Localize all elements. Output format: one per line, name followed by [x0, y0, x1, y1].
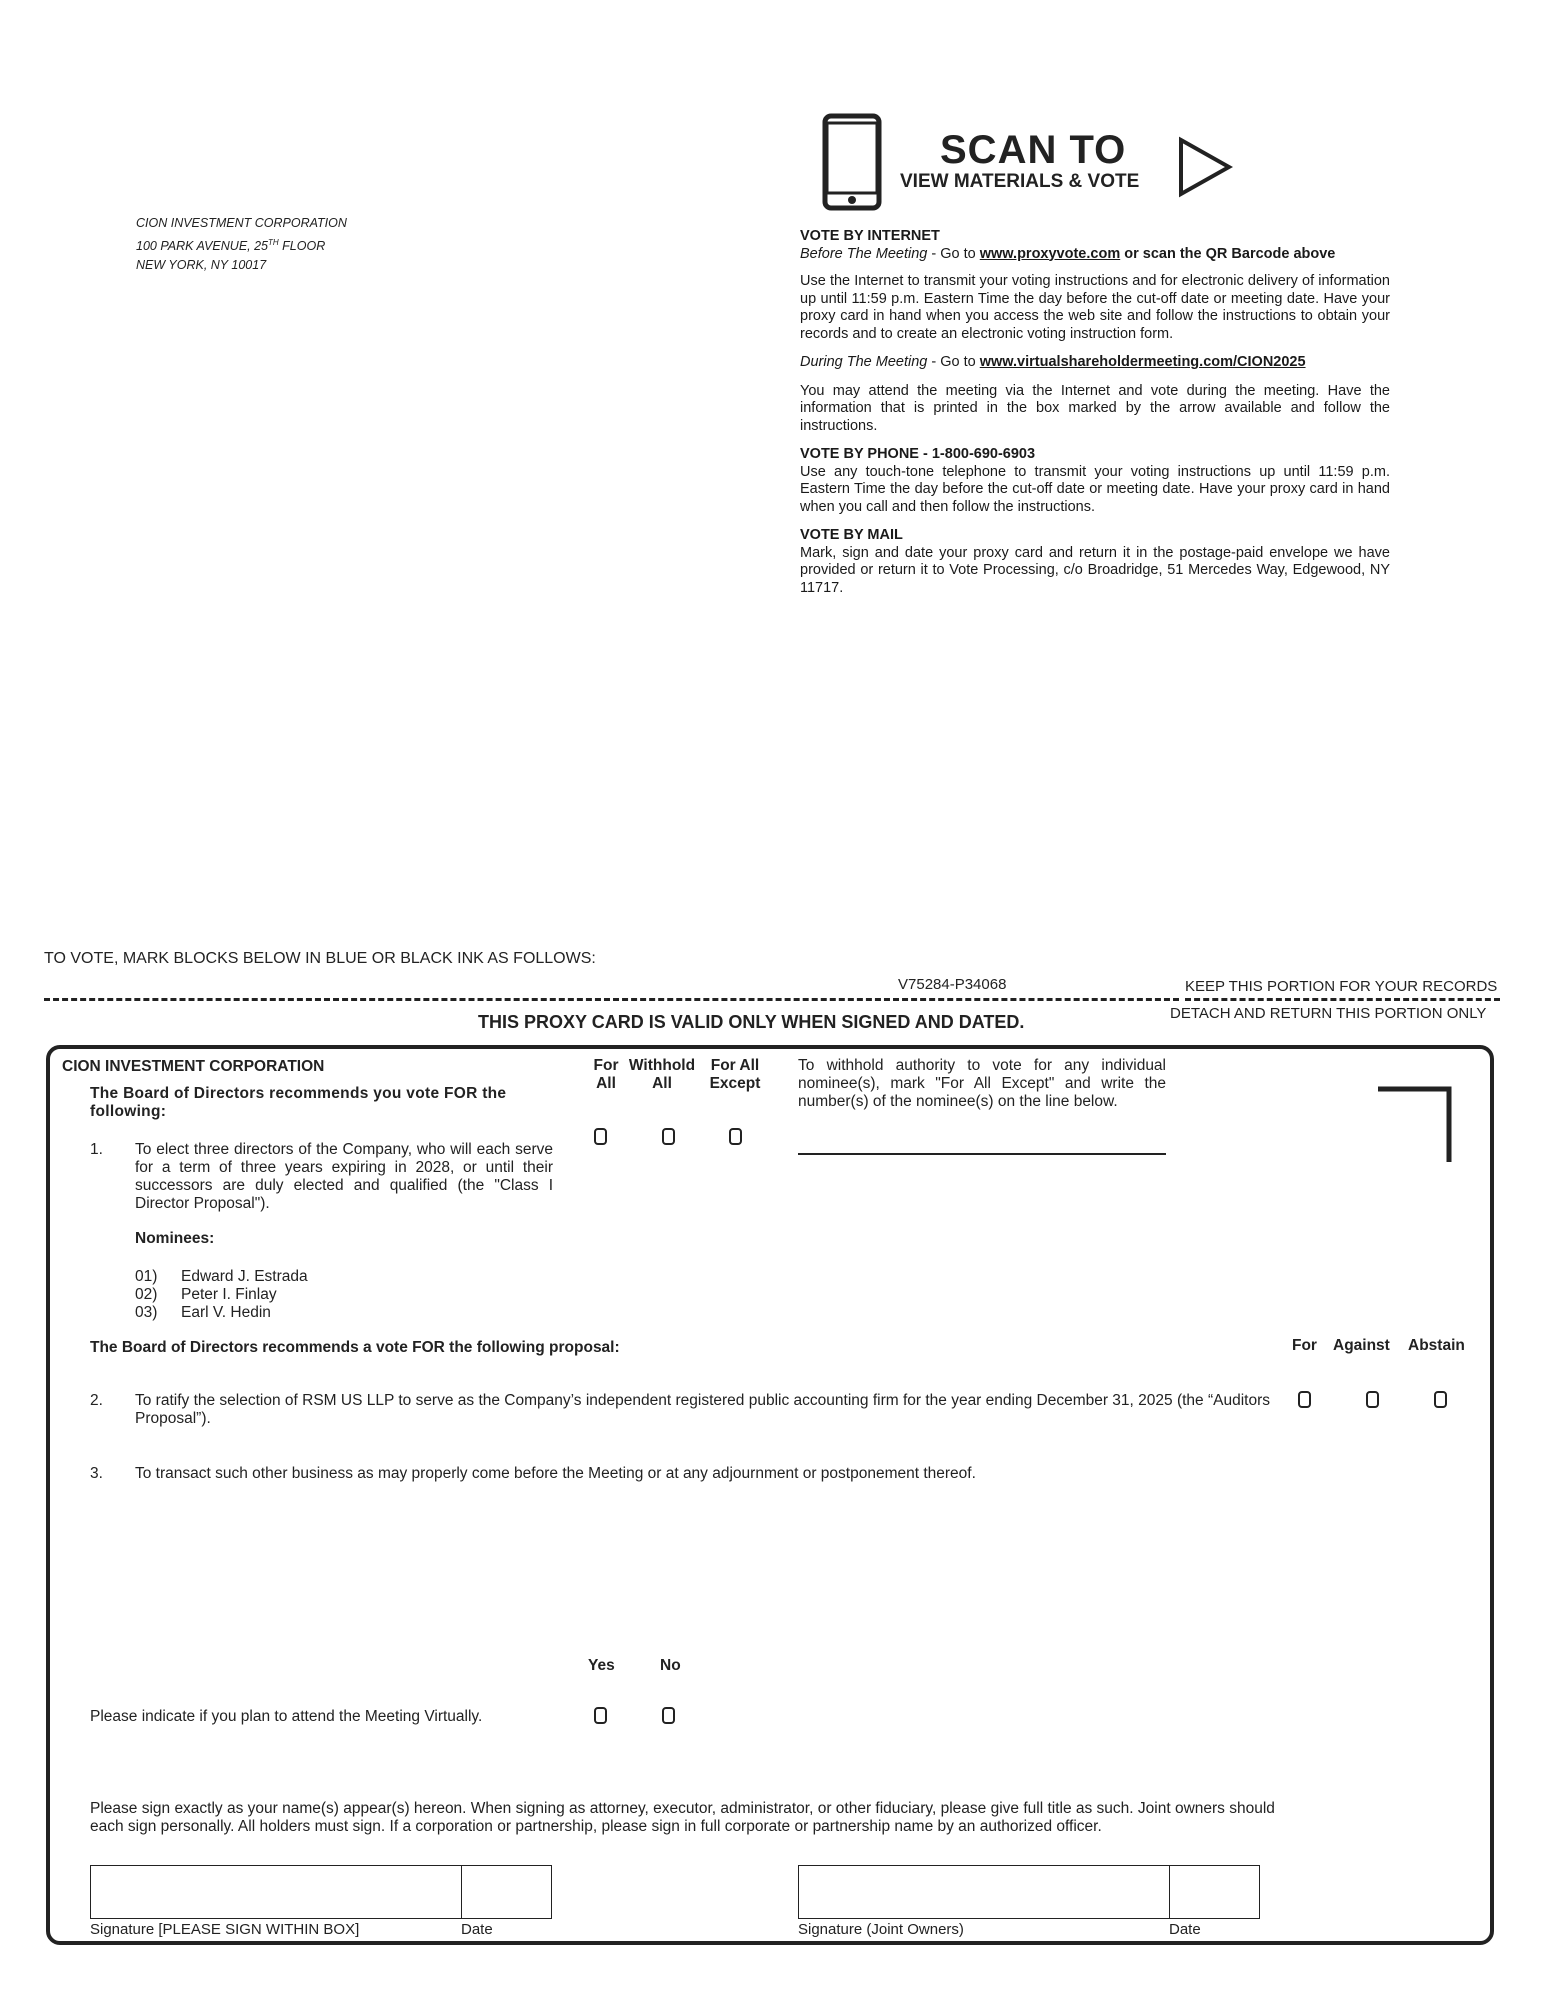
address-line2: NEW YORK, NY 10017: [136, 258, 267, 273]
vote-mail-heading: VOTE BY MAIL: [800, 527, 903, 543]
phone-icon: [822, 113, 882, 211]
detach-dashed-line: [44, 998, 1179, 1001]
checkbox-withhold-all[interactable]: [662, 1128, 675, 1145]
attend-question: Please indicate if you plan to attend the Meeting Virtually.: [90, 1708, 483, 1725]
col-withhold-all: Withhold All: [628, 1057, 696, 1092]
item3-number: 3.: [90, 1465, 103, 1482]
date-box-2[interactable]: [1169, 1865, 1260, 1919]
col-for-all-except: For All Except: [709, 1057, 761, 1092]
item3-text: To transact such other business as may properly come before the Meeting or at any adjournment or postponement thereof.: [135, 1465, 976, 1482]
vote-phone-text: Use any touch-tone telephone to transmit your voting instructions up until 11:59 p.m. Eastern Time the day before the cut-off date or meeting date. Have your proxy card in hand when you call and then follow the instructions.: [800, 463, 1390, 515]
before-meeting-line: Before The Meeting - Go to www.proxyvote.com or scan the QR Barcode above: [800, 245, 1336, 262]
corner-mark-icon: [1376, 1086, 1452, 1164]
col-abstain: Abstain: [1408, 1337, 1465, 1354]
nominee-exception-line[interactable]: [798, 1153, 1166, 1155]
keep-dashed-line: [1185, 998, 1500, 1001]
proxyvote-link[interactable]: www.proxyvote.com: [979, 245, 1121, 262]
during-paragraph: You may attend the meeting via the Internet and vote during the meeting. Have the information that is printed in the box marked by the arrow available and follow the instructions.: [800, 382, 1390, 434]
address-company: CION INVESTMENT CORPORATION: [136, 216, 347, 230]
mark-instructions: TO VOTE, MARK BLOCKS BELOW IN BLUE OR BLACK INK AS FOLLOWS:: [44, 950, 596, 967]
nominee-item: 02) Peter I. Finlay: [135, 1286, 277, 1303]
card-company: CION INVESTMENT CORPORATION: [62, 1058, 325, 1075]
internet-paragraph: Use the Internet to transmit your voting instructions and for electronic delivery of information up until 11:59 p.m. Eastern Time the day before the cut-off date or meeting date. Have your proxy card in hand when you access the web site and follow the instructions to obtain your records and to create an electronic voting instruction form.: [800, 273, 1390, 342]
signature-label-1: Signature [PLEASE SIGN WITHIN BOX]: [90, 1921, 360, 1938]
checkbox-for-all[interactable]: [594, 1128, 607, 1145]
vote-phone-heading: VOTE BY PHONE - 1-800-690-6903: [800, 446, 1036, 462]
nominee-item: 03) Earl V. Hedin: [135, 1304, 271, 1321]
signing-instructions: Please sign exactly as your name(s) appear(s) hereon. When signing as attorney, executor, administrator, or other fiduciary, please give full title as such. Joint owners should each sign personally. All holders must sign. If a corporation or partnership, please sign in full corporate or partnership name by an authorized officer.: [90, 1800, 1275, 1835]
item1-text: To elect three directors of the Company, who will each serve for a term of three years expiring in 2028, or until their successors are duly elected and qualified (the "Class I Director Proposal").: [135, 1141, 553, 1212]
checkbox-item2-against[interactable]: [1366, 1391, 1379, 1408]
checkbox-item2-for[interactable]: [1298, 1391, 1311, 1408]
date-box-1[interactable]: [461, 1865, 552, 1919]
col-for-all: For All: [593, 1057, 619, 1092]
valid-notice: THIS PROXY CARD IS VALID ONLY WHEN SIGNED AND DATED.: [478, 1012, 1025, 1032]
nominee-item: 01) Edward J. Estrada: [135, 1268, 308, 1285]
return-address: [136, 214, 347, 275]
during-meeting-line: During The Meeting - Go to www.virtualshareholdermeeting.com/CION2025: [800, 354, 1306, 370]
address-line1: 100 PARK AVENUE, 25TH FLOOR: [136, 238, 326, 254]
item2-number: 2.: [90, 1392, 103, 1409]
item2-text: To ratify the selection of RSM US LLP to serve as the Company’s independent registered public accounting firm for the year ending December 31, 2025 (the “Auditors Proposal”).: [135, 1392, 1270, 1427]
board-recommendation-1: The Board of Directors recommends you vote FOR the following:: [90, 1085, 507, 1120]
signature-box-1[interactable]: [90, 1865, 462, 1919]
date-label-2: Date: [1169, 1921, 1201, 1938]
vote-internet-heading: VOTE BY INTERNET: [800, 228, 940, 244]
item1-number: 1.: [90, 1141, 103, 1158]
col-for: For: [1292, 1337, 1317, 1354]
signature-box-2[interactable]: [798, 1865, 1170, 1919]
voting-instructions: [800, 228, 1390, 608]
checkbox-item2-abstain[interactable]: [1434, 1391, 1447, 1408]
withhold-instructions: To withhold authority to vote for any individual nominee(s), mark "For All Except" and write the number(s) of the nominee(s) on the line below.: [798, 1057, 1166, 1110]
col-no: No: [660, 1657, 681, 1674]
col-yes: Yes: [588, 1657, 615, 1674]
nominees-label: Nominees:: [135, 1230, 215, 1247]
virtual-meeting-link[interactable]: www.virtualshareholdermeeting.com/CION2025: [979, 354, 1306, 370]
date-label-1: Date: [461, 1921, 493, 1938]
signature-label-2: Signature (Joint Owners): [798, 1921, 964, 1938]
detach-portion-label: DETACH AND RETURN THIS PORTION ONLY: [1170, 1005, 1487, 1022]
nominee-list: [135, 1268, 308, 1322]
control-code: V75284-P34068: [898, 976, 1007, 993]
play-arrow-icon: [1177, 136, 1233, 198]
checkbox-attend-no[interactable]: [662, 1707, 675, 1724]
checkbox-attend-yes[interactable]: [594, 1707, 607, 1724]
scan-subtitle: VIEW MATERIALS & VOTE: [900, 171, 1140, 192]
vote-mail-text: Mark, sign and date your proxy card and return it in the postage-paid envelope we have provided or return it to Vote Processing, c/o Broadridge, 51 Mercedes Way, Edgewood, NY 11717.: [800, 544, 1390, 596]
checkbox-for-all-except[interactable]: [729, 1128, 742, 1145]
keep-portion-label: KEEP THIS PORTION FOR YOUR RECORDS: [1185, 978, 1498, 995]
board-recommendation-2: The Board of Directors recommends a vote FOR the following proposal:: [90, 1339, 620, 1356]
scan-title: SCAN TO: [940, 128, 1127, 172]
col-against: Against: [1333, 1337, 1390, 1354]
